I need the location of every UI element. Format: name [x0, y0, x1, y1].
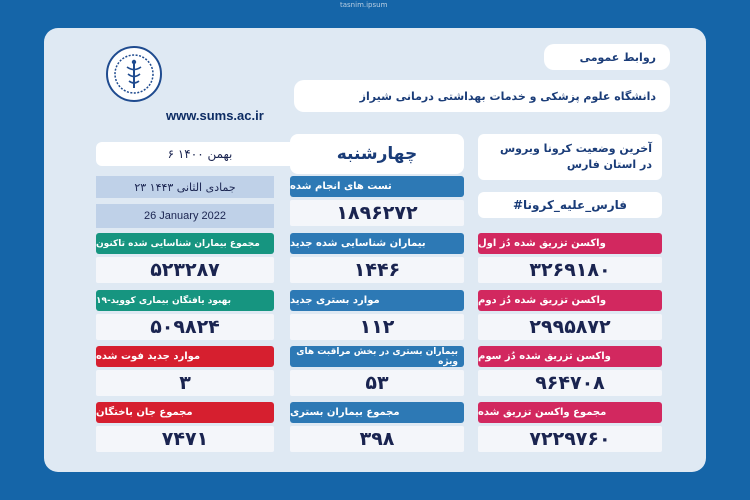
icu-value: ۵۳ — [290, 370, 464, 396]
vaccine-total-value: ۷۲۲۹۷۶۰ — [478, 426, 662, 452]
tests-label: تست های انجام شده — [290, 176, 464, 197]
solar-date-box — [96, 142, 304, 166]
gregorian-date: 26 January 2022 — [144, 210, 226, 222]
total-hospitalized-label: مجموع بیماران بستری — [290, 402, 464, 423]
university-logo — [106, 46, 162, 102]
website-url: www.sums.ac.ir — [166, 108, 264, 123]
intro-box — [478, 134, 662, 180]
weekday-box — [290, 134, 464, 174]
new-hospitalized-label: موارد بستری جدید — [290, 290, 464, 311]
hashtag-box — [478, 192, 662, 218]
vaccine-dose3-value: ۹۶۴۷۰۸ — [478, 370, 662, 396]
watermark: tasnim.ipsum — [340, 1, 388, 9]
intro-line-2: در استان فارس — [566, 158, 652, 171]
solar-date: ۶ بهمن ۱۴۰۰ — [167, 147, 233, 161]
caduceus-icon — [112, 52, 156, 96]
new-deaths-label: موارد جدید فوت شده — [96, 346, 274, 367]
vaccine-dose1-label: واکسن تزریق شده دُز اول — [478, 233, 662, 254]
weekday: چهارشنبه — [336, 144, 418, 164]
new-deaths-value: ۳ — [96, 370, 274, 396]
recovered-value: ۵۰۹۸۲۴ — [96, 314, 274, 340]
gregorian-date-box — [96, 204, 274, 228]
icu-label: بیماران بستری در بخش مراقبت های ویژه — [290, 346, 464, 367]
vaccine-total-label: مجموع واکسن تزریق شده — [478, 402, 662, 423]
recovered-label: بهبود یافتگان بیماری کووید-۱۹ — [96, 290, 274, 311]
infographic-card — [44, 28, 706, 472]
intro-line-1: آخرین وضعیت کرونا ویروس — [499, 142, 652, 155]
hashtag: #فارس_علیه_کرونا — [512, 198, 628, 212]
vaccine-dose1-value: ۳۲۶۹۱۸۰ — [478, 257, 662, 283]
lunar-date: ۲۳ جمادی الثانی ۱۴۴۳ — [134, 180, 236, 194]
vaccine-dose2-label: واکسن تزریق شده دُز دوم — [478, 290, 662, 311]
total-deaths-value: ۷۴۷۱ — [96, 426, 274, 452]
total-cases-label: مجموع بیماران شناسایی شده تاکنون — [96, 233, 274, 254]
new-cases-value: ۱۴۴۶ — [290, 257, 464, 283]
public-relations-title: روابط عمومی — [579, 50, 656, 64]
lunar-date-box — [96, 176, 274, 198]
new-cases-label: بیماران شناسایی شده جدید — [290, 233, 464, 254]
tests-value: ۱۸۹۶۲۷۲ — [290, 200, 464, 226]
total-hospitalized-value: ۳۹۸ — [290, 426, 464, 452]
total-cases-value: ۵۲۳۲۸۷ — [96, 257, 274, 283]
university-name: دانشگاه علوم پزشکی و خدمات بهداشتی درمانی شیراز — [359, 89, 656, 103]
new-hospitalized-value: ۱۱۲ — [290, 314, 464, 340]
public-relations-pill — [544, 44, 670, 70]
vaccine-dose2-value: ۲۹۹۵۸۷۲ — [478, 314, 662, 340]
vaccine-dose3-label: واکسن تزریق شده دُز سوم — [478, 346, 662, 367]
university-pill — [294, 80, 670, 112]
total-deaths-label: مجموع جان باختگان — [96, 402, 274, 423]
